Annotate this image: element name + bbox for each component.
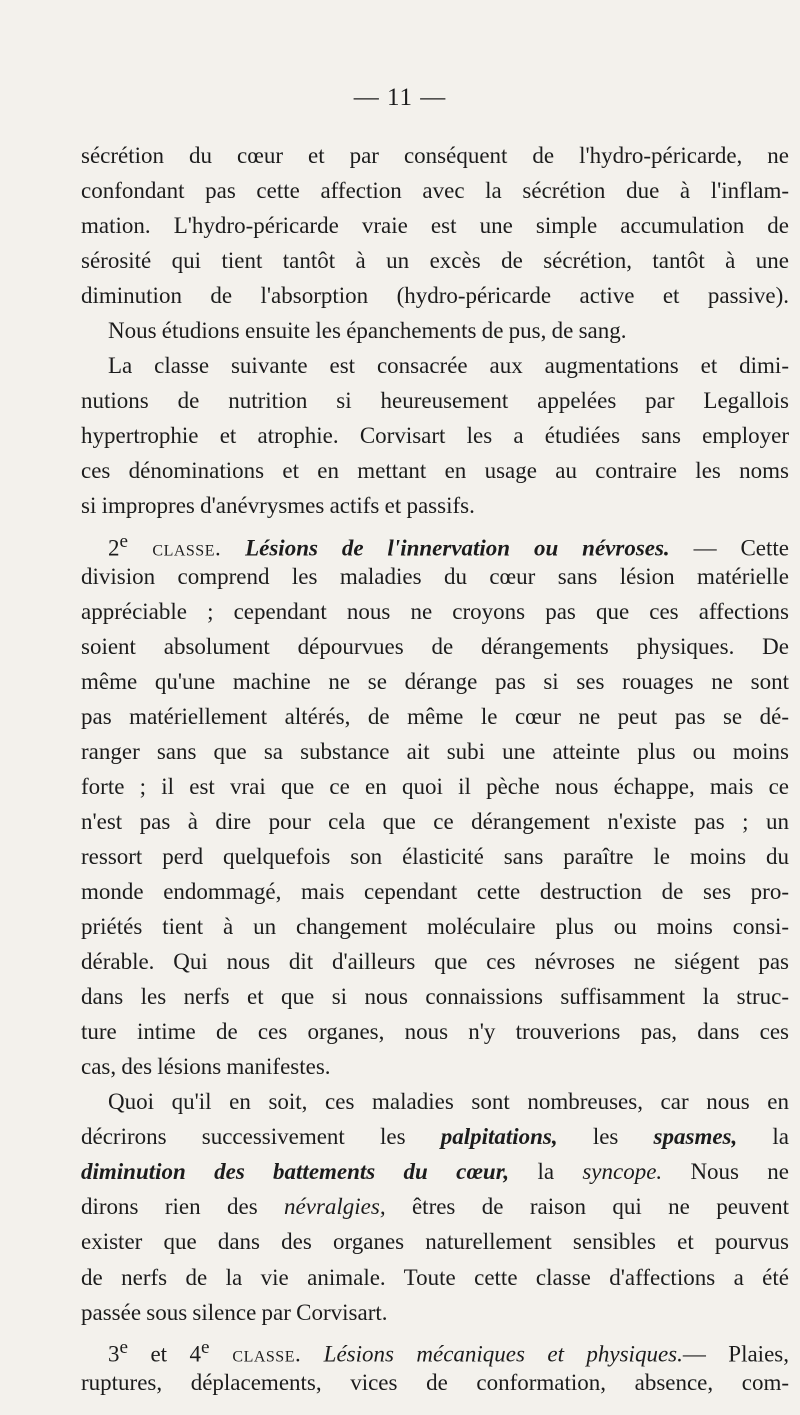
text-line: passée sous silence par Corvisart. <box>81 1299 388 1325</box>
text-line: nutions de nutrition si heureusement appelées par Legallois <box>81 388 789 414</box>
section-heading-line <box>81 524 789 559</box>
text-line <box>81 1189 789 1224</box>
class-title: Lésions de l'innervation ou névroses. <box>221 535 670 561</box>
term-syncope: syncope. <box>582 1159 663 1185</box>
text-line: pas matériellement altérés, de même le cœur ne peut pas se dé- <box>81 703 789 729</box>
text-line: Nous étudions ensuite les épanchements de pus, de sang. <box>108 318 627 344</box>
text-line: ture intime de ces organes, nous n'y trouverions pas, dans ces <box>81 1019 789 1045</box>
text-line: cas, des lésions manifestes. <box>81 1054 331 1080</box>
text-line: hypertrophie et atrophie. Corvisart les a étudiées sans employer <box>81 423 789 449</box>
term-nevralgies: névralgies, <box>284 1194 386 1220</box>
class-number-sup: e <box>119 1336 129 1358</box>
term-diminution: diminution des battements du cœur, <box>81 1159 510 1185</box>
text-line: monde endommagé, mais cependant cette destruction de ses pro- <box>81 878 789 904</box>
text-line: forte ; il est vrai que ce en quoi il pèche nous échappe, mais ce <box>81 773 789 799</box>
class-number: 4 <box>189 1341 201 1367</box>
text-fragment: décrirons successivement les <box>81 1124 406 1150</box>
text-fragment: et <box>128 1341 190 1367</box>
term-palpitations: palpitations, <box>440 1124 558 1150</box>
text-line: ces dénominations et en mettant en usage au contraire les noms <box>81 458 789 484</box>
text-fragment: la <box>537 1159 555 1185</box>
text-line: si impropres d'anévrysmes actifs et passifs. <box>81 493 475 519</box>
text-line: même qu'une machine ne se dérange pas si ses rouages ne sont <box>81 668 789 694</box>
text-fragment: — Cette <box>669 535 789 561</box>
text-line: exister que dans des organes naturellement sensibles et pourvus <box>81 1229 789 1255</box>
text-line: ressort perd quelquefois son élasticité sans paraître le moins du <box>81 843 789 869</box>
text-line <box>81 1154 789 1189</box>
text-line: soient absolument dépourvues de dérangements physiques. De <box>81 633 789 659</box>
class-number: 3 <box>108 1341 120 1367</box>
class-title: Lésions mécaniques et physiques. <box>301 1341 683 1367</box>
text-line: sécrétion du cœur et par conséquent de l'hydro-péricarde, ne <box>81 143 789 168</box>
text-line: Quoi qu'il en soit, ces maladies sont nombreuses, car nous en <box>108 1089 789 1115</box>
text-line: dans les nerfs et que si nous connaissions suffisamment la struc- <box>81 984 789 1010</box>
text-line: ranger sans que sa substance ait subi une atteinte plus ou moins <box>81 738 789 764</box>
text-line: division comprend les maladies du cœur sans lésion matérielle <box>81 563 789 589</box>
term-spasmes: spasmes, <box>653 1124 738 1150</box>
class-number: 2 <box>108 535 120 561</box>
text-fragment: Nous ne <box>690 1159 789 1185</box>
class-number-sup: e <box>200 1336 210 1358</box>
text-line: sérosité qui tient tantôt à un excès de sécrétion, tantôt à une <box>81 248 789 274</box>
text-fragment: dirons rien des <box>81 1194 258 1220</box>
class-label: classe. <box>209 1341 302 1367</box>
text-fragment: êtres de raison qui ne peuvent <box>411 1194 790 1220</box>
section-heading-line <box>81 1330 789 1365</box>
page-number: — 11 — <box>353 84 447 111</box>
body-text <box>81 138 789 1400</box>
text-line: La classe suivante est consacrée aux augmentations et dimi- <box>108 353 789 379</box>
text-line: de nerfs de la vie animale. Toute cette classe d'affections a été <box>81 1264 789 1290</box>
class-label: classe. <box>128 535 222 561</box>
text-fragment: les <box>592 1124 619 1150</box>
text-fragment: — Plaies, <box>682 1341 789 1367</box>
text-line <box>81 1119 789 1154</box>
text-line: priétés tient à un changement moléculaire plus ou moins consi- <box>81 914 789 940</box>
text-fragment: la <box>772 1124 790 1150</box>
text-line: mation. L'hydro-péricarde vraie est une simple accumulation de <box>81 213 789 239</box>
text-line: diminution de l'absorption (hydro-péricarde active et passive). <box>81 283 789 309</box>
text-line: dérable. Qui nous dit d'ailleurs que ces névroses ne siégent pas <box>81 949 789 975</box>
text-line: ruptures, déplacements, vices de conformation, absence, com- <box>81 1369 789 1395</box>
text-line: confondant pas cette affection avec la sécrétion due à l'inflam- <box>81 178 789 204</box>
text-line: n'est pas à dire pour cela que ce dérangement n'existe pas ; un <box>81 808 789 834</box>
class-number-sup: e <box>119 530 129 552</box>
text-line: appréciable ; cependant nous ne croyons pas que ces affections <box>81 598 789 624</box>
